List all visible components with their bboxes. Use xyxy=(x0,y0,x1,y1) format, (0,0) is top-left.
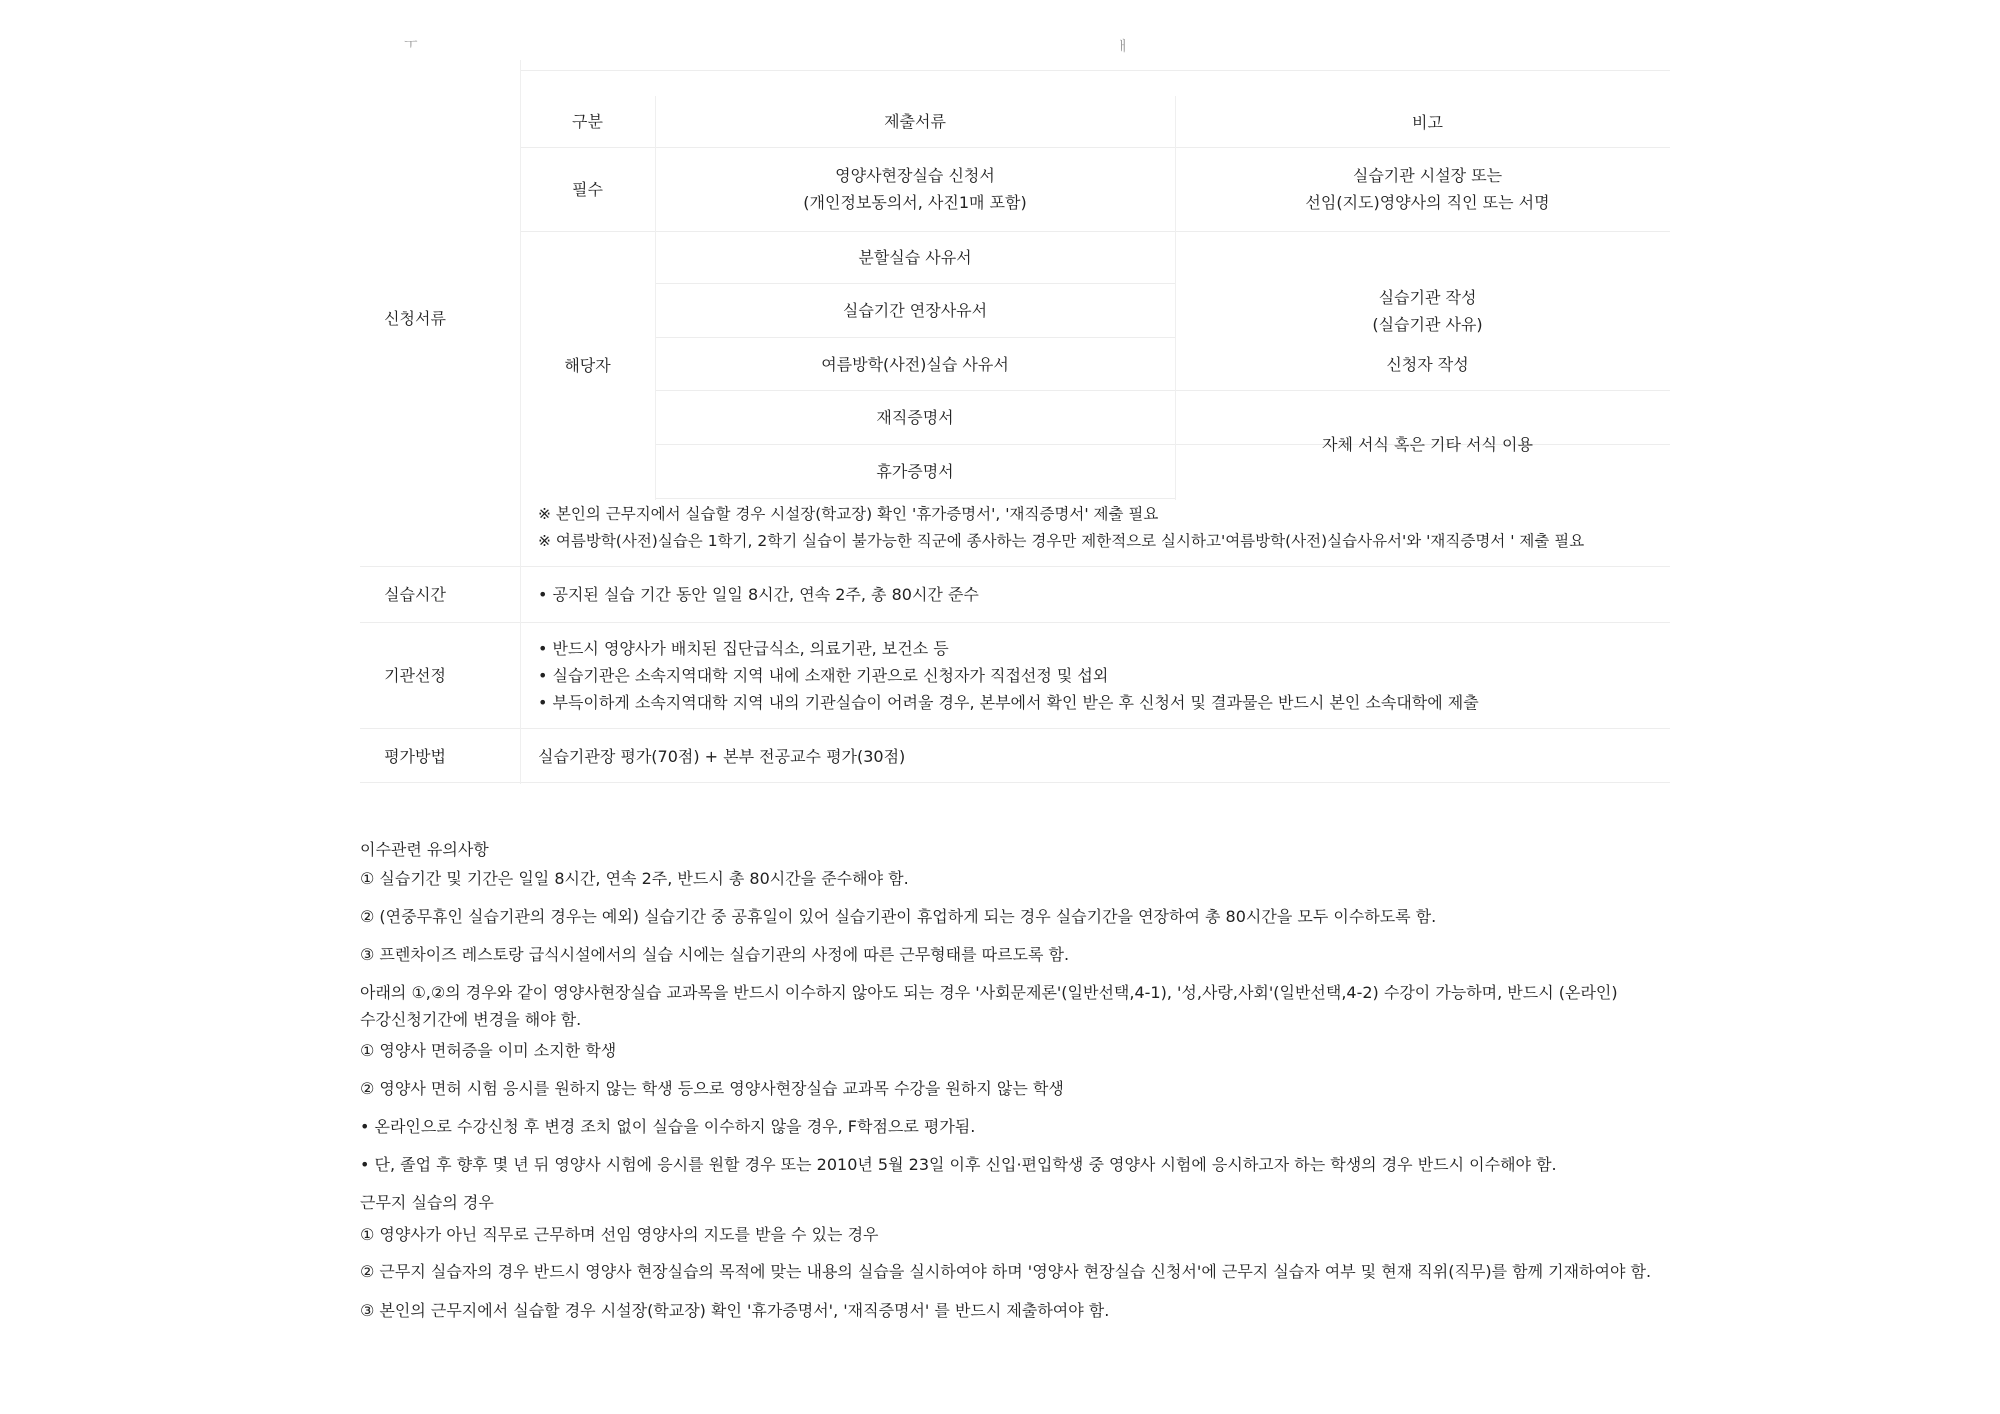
notes-bullet: • 단, 졸업 후 향후 몇 년 뒤 영양사 시험에 응시를 원할 경우 또는 2010년 5월 23일 이후 신입·편입학생 중 영양사 시험에 응시하고자 하는 학생의 경우 반드시 이수해야 함. xyxy=(360,1155,1557,1174)
institution-content xyxy=(538,624,1668,726)
workplace-item: ① 영양사가 아닌 직무로 근무하며 선임 영양사의 지도를 받을 수 있는 경우 xyxy=(360,1225,879,1244)
header-documents: 제출서류 xyxy=(884,111,946,131)
workplace-item: ② 근무지 실습자의 경우 반드시 영양사 현장실습의 목적에 맞는 내용의 실습을 실시하여야 하며 '영양사 현장실습 신청서'에 근무지 실습자 여부 및 현재 직위(직무)를 함께 기재하여야 함. xyxy=(360,1262,1652,1281)
top-fragment-left: ㅜ xyxy=(404,37,418,53)
applicable-document: 실습기간 연장사유서 xyxy=(842,300,988,320)
exception-intro-line: 아래의 ①,②의 경우와 같이 영양사현장실습 교과목을 반드시 이수하지 않아도 되는 경우 '사회문제론'(일반선택,4-1), '성,사랑,사회'(일반선택,4-2) 수강이 가능하며, 반드시 (온라인) xyxy=(360,983,1618,1002)
top-fragment-right: ㅐ xyxy=(1116,39,1130,55)
applicable-document: 여름방학(사전)실습 사유서 xyxy=(821,354,1009,374)
hours-section-divider xyxy=(360,622,1670,623)
hours-content: • 공지된 실습 기간 동안 일일 8시간, 연속 2주, 총 80시간 준수 xyxy=(538,584,979,604)
exception-item: ② 영양사 면허 시험 응시를 원하지 않는 학생 등으로 영양사현장실습 교과목 수강을 원하지 않는 학생 xyxy=(360,1079,1064,1098)
application-note: ※ 본인의 근무지에서 실습할 경우 시설장(학교장) 확인 '휴가증명서', '재직증명서' 제출 필요 xyxy=(538,505,1159,523)
applicable-document: 분할실습 사유서 xyxy=(858,247,972,267)
required-document xyxy=(655,148,1175,230)
application-section-divider xyxy=(360,566,1670,567)
institution-item: • 반드시 영양사가 배치된 집단급식소, 의료기관, 보건소 등 xyxy=(538,638,949,658)
institution-section-divider xyxy=(360,728,1670,729)
applicable-document: 휴가증명서 xyxy=(876,461,954,481)
notes-item: ① 실습기간 및 기간은 일일 8시간, 연속 2주, 반드시 총 80시간을 준수해야 함. xyxy=(360,869,909,888)
remark-institution-line: (실습기관 사유) xyxy=(1372,315,1483,334)
header-remarks: 비고 xyxy=(1412,112,1443,132)
exception-item: ① 영양사 면허증을 이미 소지한 학생 xyxy=(360,1041,617,1060)
exception-intro-line: 수강신청기간에 변경을 해야 함. xyxy=(360,1010,582,1029)
applicable-document: 재직증명서 xyxy=(876,407,954,427)
notes-item: ② (연중무휴인 실습기관의 경우는 예외) 실습기간 중 공휴일이 있어 실습기관이 휴업하게 되는 경우 실습기간을 연장하여 총 80시간을 모두 이수하도록 함. xyxy=(360,907,1437,926)
section-label-institution: 기관선정 xyxy=(384,665,446,685)
institution-item: • 부득이하게 소속지역대학 지역 내의 기관실습이 어려울 경우, 본부에서 확인 받은 후 신청서 및 결과물은 반드시 본인 소속대학에 제출 xyxy=(538,692,1479,712)
remark-institution-line: 실습기관 작성 xyxy=(1378,288,1477,307)
required-remark-line: 실습기관 시설장 또는 xyxy=(1352,166,1503,185)
header-category: 구분 xyxy=(572,111,603,131)
table-top-border xyxy=(520,70,1670,71)
notes-bullet: • 온라인으로 수강신청 후 변경 조치 없이 실습을 이수하지 않을 경우, F학점으로 평가됨. xyxy=(360,1117,976,1136)
required-remark-line: 선임(지도)영양사의 직인 또는 서명 xyxy=(1305,193,1550,212)
notes-item: ③ 프렌차이즈 레스토랑 급식시설에서의 실습 시에는 실습기관의 사정에 따른 근무형태를 따르도록 함. xyxy=(360,945,1070,964)
required-label: 필수 xyxy=(572,179,603,199)
notes-title: 이수관련 유의사항 xyxy=(360,840,489,859)
section-label-hours: 실습시간 xyxy=(384,584,446,604)
institution-item: • 실습기관은 소속지역대학 지역 내에 소재한 기관으로 신청자가 직접선정 및 섭외 xyxy=(538,665,1109,685)
table-bottom-border xyxy=(360,782,1670,783)
section-label-evaluation: 평가방법 xyxy=(384,746,446,766)
required-document-line: 영양사현장실습 신청서 xyxy=(835,166,995,185)
evaluation-content: 실습기관장 평가(70점) + 본부 전공교수 평가(30점) xyxy=(538,746,906,766)
application-note: ※ 여름방학(사전)실습은 1학기, 2학기 실습이 불가능한 직군에 종사하는 경우만 제한적으로 실시하고'여름방학(사전)실습사유서'와 '재직증명서 ' 제출 필요 xyxy=(538,532,1585,550)
required-document-line: (개인정보동의서, 사진1매 포함) xyxy=(803,193,1027,212)
workplace-item: ③ 본인의 근무지에서 실습할 경우 시설장(학교장) 확인 '휴가증명서', '재직증명서' 를 반드시 제출하여야 함. xyxy=(360,1301,1110,1320)
applicable-label: 해당자 xyxy=(564,355,611,375)
doc-divider-5 xyxy=(655,498,1175,499)
required-remark xyxy=(1175,148,1680,230)
remark-applicant: 신청자 작성 xyxy=(1386,354,1469,374)
remark-form: 자체 서식 혹은 기타 서식 이용 xyxy=(1322,435,1533,454)
section-label-application: 신청서류 xyxy=(384,308,446,328)
workplace-title: 근무지 실습의 경우 xyxy=(360,1193,494,1212)
application-notes xyxy=(538,500,1688,556)
